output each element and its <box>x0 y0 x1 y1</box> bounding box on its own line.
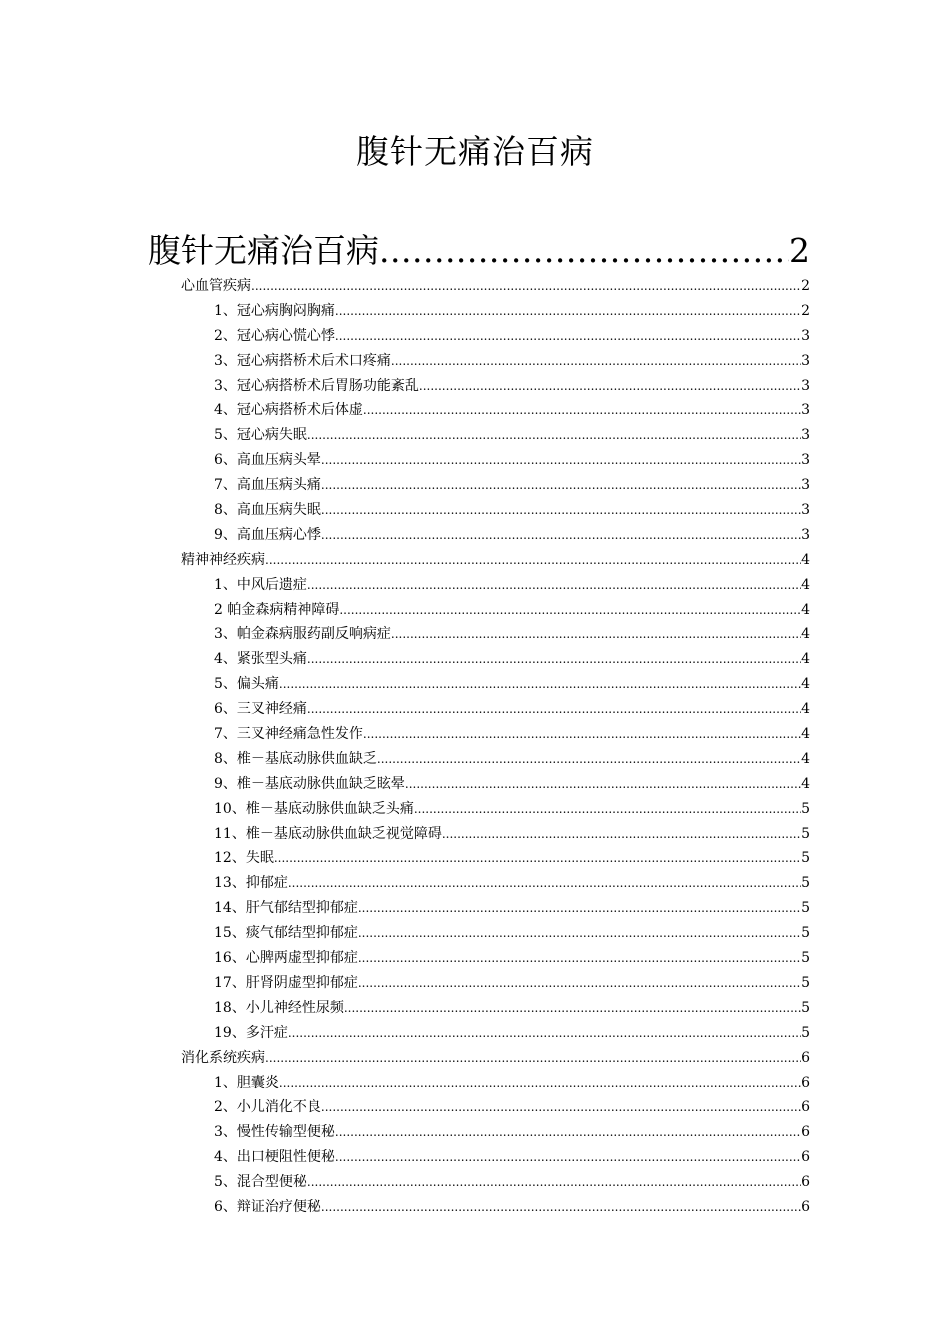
table-of-contents <box>148 228 810 1220</box>
toc-section-label: 精神神经疾病 <box>181 551 265 568</box>
toc-item[interactable] <box>148 1021 810 1046</box>
toc-leader-dots <box>363 722 801 747</box>
toc-item[interactable] <box>148 946 810 971</box>
toc-leader-dots <box>321 498 801 523</box>
toc-item-label: 2 帕金森病精神障碍 <box>214 601 340 618</box>
document-title: 腹针无痛治百病 <box>356 132 594 171</box>
toc-item[interactable] <box>148 896 810 921</box>
toc-item-page: 4 <box>801 676 810 693</box>
toc-item-page: 5 <box>801 925 810 942</box>
toc-leader-dots <box>335 1145 801 1170</box>
toc-leader-dots <box>358 896 801 921</box>
toc-item[interactable] <box>148 971 810 996</box>
toc-item[interactable] <box>148 996 810 1021</box>
toc-leader-dots <box>288 1021 801 1046</box>
toc-section-page: 4 <box>801 551 810 568</box>
toc-leader-dots <box>279 1071 801 1096</box>
toc-leader-dots <box>442 822 801 847</box>
toc-item-label: 4、紧张型头痛 <box>214 651 307 668</box>
toc-item-label: 6、辩证治疗便秘 <box>214 1198 321 1215</box>
toc-item-label: 4、出口梗阻性便秘 <box>214 1149 335 1166</box>
toc-item-page: 6 <box>801 1074 810 1091</box>
toc-item-page: 5 <box>801 974 810 991</box>
toc-leader-dots <box>321 523 801 548</box>
toc-item-label: 9、椎－基底动脉供血缺乏眩晕 <box>214 775 405 792</box>
toc-leader-dots <box>307 423 801 448</box>
toc-item[interactable] <box>148 423 810 448</box>
toc-section[interactable] <box>148 1046 810 1071</box>
toc-item-label: 1、胆囊炎 <box>214 1074 279 1091</box>
toc-item-page: 3 <box>801 402 810 419</box>
toc-item-label: 9、高血压病心悸 <box>214 526 321 543</box>
toc-item[interactable] <box>148 398 810 423</box>
toc-item[interactable] <box>148 498 810 523</box>
toc-item-label: 8、椎－基底动脉供血缺乏 <box>214 750 377 767</box>
toc-item[interactable] <box>148 573 810 598</box>
toc-leader-dots <box>391 349 801 374</box>
toc-item[interactable] <box>148 1095 810 1120</box>
toc-item[interactable] <box>148 349 810 374</box>
toc-item-page: 4 <box>801 626 810 643</box>
toc-item[interactable] <box>148 1195 810 1220</box>
toc-item-label: 19、多汗症 <box>214 1024 288 1041</box>
toc-item-page: 3 <box>801 427 810 444</box>
toc-item[interactable] <box>148 523 810 548</box>
toc-heading-label: 腹针无痛治百病 <box>148 231 379 270</box>
toc-item-page: 3 <box>801 352 810 369</box>
toc-item-page: 4 <box>801 651 810 668</box>
toc-item[interactable] <box>148 448 810 473</box>
toc-item-page: 2 <box>801 302 810 319</box>
toc-heading-page: 2 <box>789 231 810 270</box>
toc-item[interactable] <box>148 747 810 772</box>
toc-item-page: 5 <box>801 800 810 817</box>
toc-section-page: 2 <box>801 278 810 294</box>
toc-item-page: 3 <box>801 327 810 344</box>
toc-item-label: 16、心脾两虚型抑郁症 <box>214 950 358 967</box>
toc-leader-dots <box>274 846 801 871</box>
toc-item[interactable] <box>148 1145 810 1170</box>
toc-item[interactable] <box>148 772 810 797</box>
toc-item-page: 5 <box>801 875 810 892</box>
toc-item[interactable] <box>148 797 810 822</box>
toc-item-label: 5、混合型便秘 <box>214 1174 307 1191</box>
toc-leader-dots <box>377 747 801 772</box>
toc-leader-dots <box>419 374 801 399</box>
toc-item[interactable] <box>148 921 810 946</box>
toc-leader-dots <box>265 1046 801 1071</box>
toc-item-page: 5 <box>801 1024 810 1041</box>
toc-item[interactable] <box>148 324 810 349</box>
toc-item[interactable] <box>148 1170 810 1195</box>
toc-item-page: 3 <box>801 502 810 519</box>
toc-leader-dots <box>335 1120 801 1145</box>
toc-leader-dots <box>321 1195 801 1220</box>
toc-section[interactable] <box>148 274 810 299</box>
toc-item[interactable] <box>148 374 810 399</box>
toc-leader-dots <box>335 299 801 324</box>
toc-item-label: 3、冠心病搭桥术后胃肠功能紊乱 <box>214 377 419 394</box>
toc-leader-dots <box>405 772 801 797</box>
toc-item-label: 10、椎－基底动脉供血缺乏头痛 <box>214 800 414 817</box>
toc-item-page: 3 <box>801 452 810 469</box>
toc-item-label: 12、失眠 <box>214 850 274 867</box>
toc-item-page: 6 <box>801 1099 810 1116</box>
toc-leader-dots <box>307 573 801 598</box>
toc-item-label: 8、高血压病失眠 <box>214 502 321 519</box>
toc-item-label: 18、小儿神经性尿频 <box>214 999 344 1016</box>
toc-item[interactable] <box>148 1120 810 1145</box>
toc-leader-dots <box>344 996 801 1021</box>
toc-leader-dots <box>251 274 801 299</box>
toc-item-label: 5、冠心病失眠 <box>214 427 307 444</box>
toc-item-page: 6 <box>801 1149 810 1166</box>
toc-item-label: 15、痰气郁结型抑郁症 <box>214 925 358 942</box>
toc-item-page: 3 <box>801 377 810 394</box>
toc-item-label: 6、高血压病头晕 <box>214 452 321 469</box>
toc-item-label: 1、中风后遗症 <box>214 576 307 593</box>
toc-item-page: 5 <box>801 850 810 867</box>
toc-leader-dots <box>339 598 801 623</box>
toc-item-label: 11、椎－基底动脉供血缺乏视觉障碍 <box>214 825 442 842</box>
toc-leader-dots <box>321 1095 801 1120</box>
toc-item-label: 5、偏头痛 <box>214 676 279 693</box>
toc-item-page: 4 <box>801 701 810 718</box>
toc-item-page: 6 <box>801 1198 810 1215</box>
toc-item[interactable] <box>148 871 810 896</box>
toc-item-page: 4 <box>801 576 810 593</box>
toc-leader-dots <box>265 548 801 573</box>
toc-item[interactable] <box>148 822 810 847</box>
toc-leader-dots <box>321 473 801 498</box>
toc-item[interactable] <box>148 722 810 747</box>
toc-leader-dots <box>363 398 801 423</box>
toc-item-label: 7、三叉神经痛急性发作 <box>214 726 363 743</box>
toc-item-page: 4 <box>801 750 810 767</box>
toc-leader-dots <box>307 647 801 672</box>
toc-item[interactable] <box>148 598 810 623</box>
toc-leader-dots <box>307 1170 801 1195</box>
toc-item-label: 13、抑郁症 <box>214 875 288 892</box>
toc-item-label: 4、冠心病搭桥术后体虚 <box>214 402 363 419</box>
toc-leader-dots <box>414 797 801 822</box>
toc-item[interactable] <box>148 299 810 324</box>
toc-item-page: 5 <box>801 900 810 917</box>
toc-section-page: 6 <box>801 1049 810 1066</box>
toc-leader-dots <box>358 946 801 971</box>
toc-item-label: 2、小儿消化不良 <box>214 1099 321 1116</box>
toc-item-page: 3 <box>801 526 810 543</box>
toc-leader-dots <box>391 622 801 647</box>
toc-leader-dots <box>307 697 801 722</box>
toc-item[interactable] <box>148 647 810 672</box>
toc-item-page: 4 <box>801 775 810 792</box>
toc-leader-dots <box>321 448 801 473</box>
toc-leader-dots <box>358 921 801 946</box>
toc-item-label: 3、慢性传输型便秘 <box>214 1124 335 1141</box>
toc-item-label: 2、冠心病心慌心悸 <box>214 327 335 344</box>
toc-item-label: 6、三叉神经痛 <box>214 701 307 718</box>
toc-item[interactable] <box>148 672 810 697</box>
toc-item[interactable] <box>148 622 810 647</box>
toc-item-page: 6 <box>801 1174 810 1191</box>
toc-item-label: 17、肝肾阴虚型抑郁症 <box>214 974 358 991</box>
toc-leader-dots <box>288 871 801 896</box>
toc-heading[interactable] <box>148 228 810 274</box>
toc-item-label: 3、冠心病搭桥术后术口疼痛 <box>214 352 391 369</box>
toc-item-label: 7、高血压病头痛 <box>214 477 321 494</box>
toc-section-label: 消化系统疾病 <box>181 1049 265 1066</box>
toc-leader-dots <box>358 971 801 996</box>
toc-item[interactable] <box>148 473 810 498</box>
toc-item-page: 4 <box>801 726 810 743</box>
toc-item[interactable] <box>148 846 810 871</box>
toc-item-page: 3 <box>801 477 810 494</box>
toc-item-page: 5 <box>801 999 810 1016</box>
toc-item-label: 1、冠心病胸闷胸痛 <box>214 302 335 319</box>
toc-item-page: 4 <box>801 601 810 618</box>
toc-item-page: 6 <box>801 1124 810 1141</box>
toc-section-label: 心血管疾病 <box>181 278 251 294</box>
toc-item-label: 14、肝气郁结型抑郁症 <box>214 900 358 917</box>
toc-section[interactable] <box>148 548 810 573</box>
toc-leader-dots <box>279 672 801 697</box>
toc-item[interactable] <box>148 1071 810 1096</box>
toc-item-label: 3、帕金森病服药副反响病症 <box>214 626 391 643</box>
toc-item[interactable] <box>148 697 810 722</box>
toc-leader-dots <box>335 324 801 349</box>
toc-item-page: 5 <box>801 950 810 967</box>
toc-leader-dots <box>379 228 789 274</box>
toc-item-page: 5 <box>801 825 810 842</box>
